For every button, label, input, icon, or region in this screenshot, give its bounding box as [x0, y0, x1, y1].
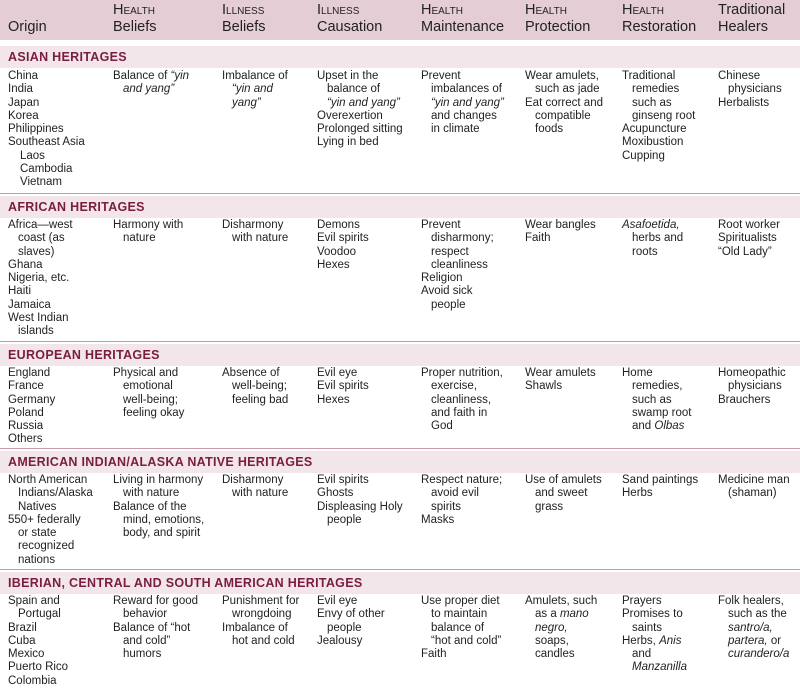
- list-item: Hexes: [317, 258, 350, 271]
- list-item: behavior: [123, 608, 168, 621]
- list-item: Religion: [421, 272, 463, 285]
- list-item: Africa—west: [8, 219, 73, 231]
- list-item: imbalances of: [431, 83, 502, 96]
- header-illness-beliefs-line2: Beliefs: [222, 19, 266, 35]
- list-item: ginseng root: [632, 109, 696, 122]
- section-divider: [0, 193, 800, 194]
- african-traditional-healers: [718, 219, 780, 259]
- list-item: emotional: [123, 380, 173, 393]
- list-item: foods: [535, 123, 564, 136]
- header-illness-causation-line2: Causation: [317, 19, 383, 35]
- list-item: Poland: [8, 406, 44, 419]
- section-title-african: AFRICAN HERITAGES: [8, 200, 145, 214]
- list-item: and cold”: [123, 634, 171, 647]
- list-item: Prayers: [622, 595, 662, 607]
- section-title-iberian: IBERIAN, CENTRAL AND SOUTH AMERICAN HERITAGES: [8, 576, 363, 590]
- list-item: England: [8, 367, 51, 379]
- list-item: nations: [18, 553, 56, 566]
- asian-health-maintenance: [421, 70, 504, 136]
- list-item: Mexico: [8, 648, 45, 661]
- list-item: and faith in: [431, 406, 488, 419]
- list-item: Evil spirits: [317, 380, 369, 393]
- text-run-italic: Asafoetida,: [622, 219, 680, 231]
- list-item: Laos: [20, 149, 45, 162]
- american-indian-health-maintenance: [421, 474, 502, 527]
- list-item: Amulets, such: [525, 595, 598, 607]
- asian-illness-causation: [317, 70, 403, 150]
- section-title-european: EUROPEAN HERITAGES: [8, 348, 160, 362]
- list-item: Russia: [8, 420, 44, 433]
- american-indian-origin: [8, 474, 93, 567]
- list-item: remedies,: [632, 380, 683, 393]
- list-item: wrongdoing: [232, 608, 292, 621]
- header-health-maintenance-line1: Health: [421, 2, 463, 18]
- text-run: Herbs,: [622, 634, 660, 647]
- header-illness-beliefs-line1: Illness: [222, 2, 265, 18]
- header-health-beliefs-line2: Beliefs: [113, 19, 157, 35]
- header-health-maintenance: [421, 2, 504, 36]
- list-item: Imbalance of: [222, 70, 288, 82]
- section-title-american-indian: AMERICAN INDIAN/ALASKA NATIVE HERITAGES: [8, 455, 313, 469]
- section-divider: [0, 341, 800, 342]
- list-item: France: [8, 380, 44, 393]
- header-traditional-healers-line2: Healers: [718, 19, 768, 35]
- list-item: Living in harmony: [113, 474, 204, 486]
- list-item: Korea: [8, 109, 39, 122]
- list-item: Portugal: [18, 608, 61, 621]
- list-item: Colombia: [8, 674, 57, 687]
- asian-illness-beliefs: [222, 70, 288, 110]
- list-item: such as jade: [535, 83, 600, 96]
- list-item: Reward for good: [113, 595, 199, 607]
- list-item: Chinese: [718, 70, 761, 82]
- list-item: Wear amulets,: [525, 70, 599, 82]
- list-item: Overexertion: [317, 109, 383, 122]
- list-item: Root worker: [718, 219, 780, 231]
- section-divider: [0, 569, 800, 570]
- list-item: roots: [632, 245, 658, 258]
- list-item: Shawls: [525, 380, 563, 393]
- header-origin: [8, 19, 47, 36]
- header-illness-causation: [317, 2, 382, 36]
- list-item: (shaman): [728, 487, 777, 500]
- list-item: Envy of other: [317, 608, 385, 621]
- list-item: Jealousy: [317, 634, 363, 647]
- text-run: as a: [535, 608, 560, 621]
- list-item: Moxibustion: [622, 136, 684, 149]
- list-item: Evil eye: [317, 367, 358, 379]
- list-item: feeling bad: [232, 393, 289, 406]
- african-health-beliefs: [113, 219, 183, 246]
- european-health-beliefs: [113, 367, 184, 420]
- list-item: Prolonged sitting: [317, 123, 403, 136]
- text-run-italic: Manzanilla: [632, 661, 687, 674]
- american-indian-illness-beliefs: [222, 474, 288, 501]
- list-item: and sweet: [535, 487, 588, 500]
- header-health-restoration: [622, 2, 696, 36]
- text-run-italic: curandero/a: [728, 648, 790, 661]
- list-item: balance of: [327, 83, 381, 96]
- list-item: exercise,: [431, 380, 478, 393]
- text-run: or: [770, 634, 782, 647]
- list-item: Wear bangles: [525, 219, 596, 231]
- list-item: or state: [18, 527, 57, 540]
- american-indian-health-protection: [525, 474, 602, 514]
- header-health-restoration-line2: Restoration: [622, 19, 697, 35]
- text-run-italic: partera,: [728, 634, 768, 647]
- list-item: in climate: [431, 123, 480, 136]
- american-indian-illness-causation: [317, 474, 403, 527]
- list-item: China: [8, 70, 39, 82]
- header-traditional-healers: [718, 2, 785, 36]
- list-item: Others: [8, 433, 43, 446]
- list-item: body, and spirit: [123, 527, 201, 540]
- list-item: Brauchers: [718, 393, 771, 406]
- list-item: Jamaica: [8, 298, 51, 311]
- african-origin: [8, 219, 73, 339]
- list-item: Vietnam: [20, 176, 62, 189]
- header-health-protection-line2: Protection: [525, 19, 591, 35]
- list-item: Harmony with: [113, 219, 184, 231]
- list-item: Evil spirits: [317, 474, 369, 486]
- header-traditional-healers-line1: Traditional: [718, 2, 786, 18]
- text-run-italic: santro/a,: [728, 621, 773, 634]
- header-health-restoration-line1: Health: [622, 2, 664, 18]
- list-item: Physical and: [113, 367, 179, 379]
- list-item: Cuba: [8, 634, 36, 647]
- list-item: West Indian: [8, 312, 69, 325]
- european-illness-causation: [317, 367, 369, 407]
- list-item: Voodoo: [317, 245, 357, 258]
- list-item: well-being;: [232, 380, 287, 393]
- list-item: people: [327, 621, 362, 634]
- list-item: 550+ federally: [8, 513, 81, 526]
- header-health-maintenance-line2: Maintenance: [421, 19, 505, 35]
- header-health-beliefs: [113, 2, 157, 36]
- asian-traditional-healers: [718, 70, 782, 110]
- list-item: well-being;: [123, 393, 178, 406]
- list-item: cleanliness,: [431, 393, 492, 406]
- text-run-italic: Anis: [659, 634, 682, 647]
- header-health-protection-line1: Health: [525, 2, 567, 18]
- list-item: people: [431, 298, 466, 311]
- asian-health-protection: [525, 70, 603, 136]
- header-health-beliefs-line1: Health: [113, 2, 155, 18]
- list-item: Use of amulets: [525, 474, 602, 486]
- list-item: Germany: [8, 393, 56, 406]
- list-item: physicians: [728, 380, 782, 393]
- list-item: Upset in the: [317, 70, 379, 82]
- list-item: candles: [535, 648, 575, 661]
- american-indian-health-restoration: [622, 474, 698, 501]
- section-title-asian: ASIAN HERITAGES: [8, 50, 127, 64]
- list-item: Home: [622, 367, 653, 379]
- list-item: Punishment for: [222, 595, 300, 607]
- list-item: such as the: [728, 608, 787, 621]
- list-item: “Old Lady”: [718, 245, 772, 258]
- african-health-maintenance: [421, 219, 494, 312]
- list-item: Hexes: [317, 393, 350, 406]
- european-illness-beliefs: [222, 367, 288, 407]
- list-item: Japan: [8, 96, 40, 109]
- iberian-health-protection: [525, 595, 597, 661]
- list-item: Balance of the: [113, 500, 187, 513]
- list-item: hot and cold: [232, 634, 295, 647]
- list-item: Puerto Rico: [8, 661, 69, 674]
- list-item: India: [8, 83, 33, 96]
- list-item: Nigeria, etc.: [8, 272, 70, 285]
- list-item: with nature: [232, 487, 289, 500]
- section-divider: [0, 448, 800, 449]
- list-item: “hot and cold”: [431, 634, 502, 647]
- text-run-italic: “yin and: [232, 83, 273, 96]
- list-item: humors: [123, 648, 162, 661]
- list-item: Cambodia: [20, 163, 73, 176]
- list-item: feeling okay: [123, 406, 185, 419]
- list-item: North American: [8, 474, 88, 486]
- header-illness-causation-line1: Illness: [317, 2, 360, 18]
- list-item: Demons: [317, 219, 360, 231]
- list-item: Spain and: [8, 595, 60, 607]
- list-item: Disharmony: [222, 474, 284, 486]
- list-item: Evil spirits: [317, 232, 369, 245]
- list-item: Faith: [421, 648, 447, 661]
- list-item: Eat correct and: [525, 96, 603, 109]
- text-run-italic: negro,: [535, 621, 568, 634]
- african-illness-causation: [317, 219, 369, 272]
- list-item: such as: [632, 393, 672, 406]
- european-traditional-healers: [718, 367, 786, 407]
- text-run: Balance of: [113, 70, 171, 82]
- list-item: Absence of: [222, 367, 280, 379]
- list-item: Homeopathic: [718, 367, 786, 379]
- list-item: nature: [123, 232, 156, 245]
- list-item: and: [632, 648, 652, 661]
- african-illness-beliefs: [222, 219, 288, 246]
- list-item: Imbalance of: [222, 621, 288, 634]
- list-item: recognized: [18, 540, 75, 553]
- list-item: physicians: [728, 83, 782, 96]
- list-item: Lying in bed: [317, 136, 379, 149]
- list-item: Ghosts: [317, 487, 354, 500]
- list-item: Medicine man: [718, 474, 790, 486]
- list-item: Herbalists: [718, 96, 770, 109]
- text-run-italic: mano: [559, 608, 589, 621]
- list-item: Disharmony: [222, 219, 284, 231]
- list-item: Philippines: [8, 123, 64, 136]
- list-item: compatible: [535, 109, 591, 122]
- list-item: Wear amulets: [525, 367, 596, 379]
- list-item: balance of: [431, 621, 485, 634]
- asian-health-beliefs: [113, 70, 189, 97]
- american-indian-traditional-healers: [718, 474, 790, 501]
- list-item: Folk healers,: [718, 595, 784, 607]
- list-item: remedies: [632, 83, 680, 96]
- text-run-italic: “yin and yang”: [431, 96, 504, 109]
- list-item: Promises to: [622, 608, 683, 621]
- list-item: slaves): [18, 245, 55, 258]
- list-item: Indians/Alaska: [18, 487, 93, 500]
- list-item: and changes: [431, 109, 497, 122]
- list-item: herbs and: [632, 232, 684, 245]
- iberian-health-beliefs: [113, 595, 198, 661]
- list-item: Evil eye: [317, 595, 358, 607]
- list-item: mind, emotions,: [123, 513, 205, 526]
- iberian-origin: [8, 595, 68, 688]
- iberian-illness-beliefs: [222, 595, 299, 648]
- list-item: Haiti: [8, 285, 32, 298]
- list-item: avoid evil: [431, 487, 479, 500]
- european-origin: [8, 367, 55, 447]
- list-item: God: [431, 420, 453, 433]
- iberian-health-maintenance: [421, 595, 501, 661]
- list-item: Use proper diet: [421, 595, 500, 607]
- list-item: Traditional: [622, 70, 676, 82]
- iberian-traditional-healers: [718, 595, 789, 661]
- american-indian-health-beliefs: [113, 474, 204, 540]
- text-run-italic: Olbas: [654, 420, 685, 433]
- list-item: soaps,: [535, 634, 569, 647]
- asian-health-restoration: [622, 70, 695, 163]
- list-item: spirits: [431, 500, 462, 513]
- list-item: Natives: [18, 500, 57, 513]
- european-health-maintenance: [421, 367, 503, 433]
- list-item: swamp root: [632, 406, 692, 419]
- list-item: with nature: [123, 487, 180, 500]
- asian-origin: [8, 70, 85, 190]
- text-run: and: [632, 420, 655, 433]
- header-origin-label: Origin: [8, 19, 47, 35]
- list-item: to maintain: [431, 608, 488, 621]
- list-item: Sand paintings: [622, 474, 699, 486]
- list-item: Prevent: [421, 219, 461, 231]
- header-illness-beliefs: [222, 2, 266, 36]
- text-run-italic: “yin: [170, 70, 190, 82]
- iberian-illness-causation: [317, 595, 385, 648]
- european-health-restoration: [622, 367, 691, 433]
- list-item: Spiritualists: [718, 232, 777, 245]
- list-item: Cupping: [622, 149, 665, 162]
- list-item: Proper nutrition,: [421, 367, 503, 379]
- african-health-restoration: [622, 219, 683, 259]
- list-item: with nature: [232, 232, 289, 245]
- text-run-italic: yang”: [232, 96, 261, 109]
- list-item: Brazil: [8, 621, 37, 634]
- table-header: [0, 0, 800, 40]
- list-item: Ghana: [8, 258, 43, 271]
- list-item: Masks: [421, 513, 455, 526]
- list-item: coast (as: [18, 232, 65, 245]
- header-health-protection: [525, 2, 590, 36]
- list-item: saints: [632, 621, 663, 634]
- list-item: Prevent: [421, 70, 461, 82]
- text-run-italic: “yin and yang”: [327, 96, 400, 109]
- iberian-health-restoration: [622, 595, 687, 675]
- list-item: grass: [535, 500, 564, 513]
- list-item: Avoid sick: [421, 285, 473, 298]
- african-health-protection: [525, 219, 596, 246]
- list-item: Balance of “hot: [113, 621, 191, 634]
- list-item: Herbs: [622, 487, 653, 500]
- list-item: people: [327, 513, 362, 526]
- list-item: Acupuncture: [622, 123, 687, 136]
- list-item: Displeasing Holy: [317, 500, 403, 513]
- list-item: respect: [431, 245, 469, 258]
- text-run-italic: and yang”: [123, 83, 175, 96]
- list-item: Southeast Asia: [8, 136, 85, 149]
- list-item: Respect nature;: [421, 474, 503, 486]
- list-item: disharmony;: [431, 232, 494, 245]
- list-item: islands: [18, 325, 54, 338]
- list-item: such as: [632, 96, 672, 109]
- list-item: cleanliness: [431, 258, 488, 271]
- european-health-protection: [525, 367, 596, 394]
- list-item: Faith: [525, 232, 551, 245]
